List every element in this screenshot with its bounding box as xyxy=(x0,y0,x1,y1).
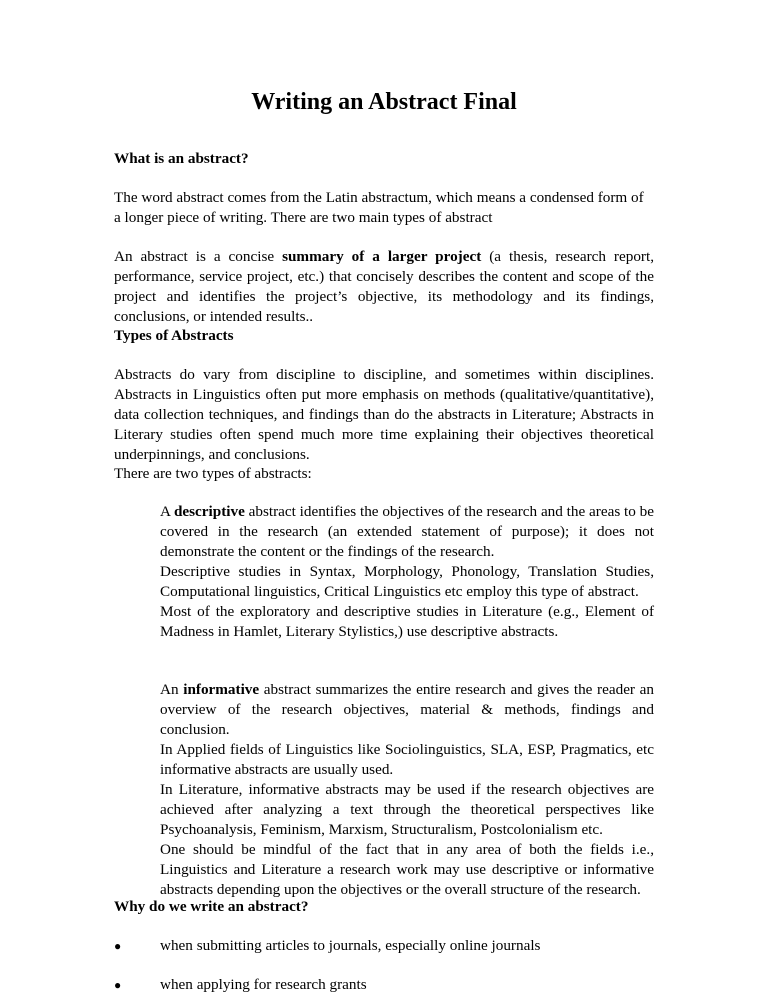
informative-literature-note: In Literature, informative abstracts may be used if the research objectives are achieved after analyzing a text through the theoretical perspectives like Psychoanalysis, Feminism, Marxism, Structuralism, Postcolonialism etc. xyxy=(160,781,654,838)
definition-text-start: An abstract is a concise xyxy=(114,248,283,265)
informative-mindful-note: One should be mindful of the fact that in any area of both the fields i.e., Linguistics and Literature a research work may use descriptive or informative abstracts depending upon the objectives or the overall structure of the research. xyxy=(160,841,654,898)
paragraph-origin: The word abstract comes from the Latin abstractum, which means a condensed form of a longer piece of writing. There are two main types of abstract xyxy=(114,189,644,226)
definition-text-end: (a thesis, research report, performance, service project, etc.) that concisely describes the content and scope of the project and identifies the project’s objective, its methodology and its findings, conclusions, or intended results.. xyxy=(114,248,654,325)
list-item-text: when applying for research grants xyxy=(160,976,367,993)
definition-bold-phrase: summary of a larger project xyxy=(282,248,482,265)
descriptive-bold-term: descriptive xyxy=(173,503,245,520)
descriptive-literature-note: Most of the exploratory and descriptive studies in Literature (e.g., Element of Madness in Hamlet, Literary Stylistics,) use descriptive abstracts. xyxy=(160,603,654,640)
list-item-text: when submitting articles to journals, especially online journals xyxy=(160,937,541,954)
paragraph-two-types: There are two types of abstracts: xyxy=(114,465,312,482)
heading-why-write-abstract: Why do we write an abstract? xyxy=(114,898,309,915)
informative-definition xyxy=(160,680,654,740)
informative-linguistics-note: In Applied fields of Linguistics like Sociolinguistics, SLA, ESP, Pragmatics, etc informative abstracts are usually used. xyxy=(160,741,654,778)
descriptive-linguistics-note: Descriptive studies in Syntax, Morphology, Phonology, Translation Studies, Computational linguistics, Critical Linguistics etc employ this type of abstract. xyxy=(160,563,654,600)
descriptive-definition xyxy=(160,502,654,562)
descriptive-abstract-block xyxy=(160,502,654,642)
paragraph-definition xyxy=(114,247,654,327)
descriptive-text-start: A xyxy=(160,503,174,520)
bullet-icon: ● xyxy=(114,978,122,992)
descriptive-text-end: abstract identifies the objectives of the research and the areas to be covered in the research (an extended statement of purpose); it does not demonstrate the content or the findings of the research. xyxy=(160,503,654,560)
informative-text-start: An xyxy=(160,681,184,698)
informative-text-end: abstract summarizes the entire research and gives the reader an overview of the research objectives, material & methods, findings and conclusion. xyxy=(160,681,654,738)
bullet-icon: ● xyxy=(114,939,122,953)
document-title: Writing an Abstract Final xyxy=(251,89,517,115)
informative-bold-term: informative xyxy=(183,681,260,698)
heading-types-of-abstracts: Types of Abstracts xyxy=(114,327,234,344)
informative-abstract-block xyxy=(160,680,654,900)
paragraph-disciplines: Abstracts do vary from discipline to discipline, and sometimes within disciplines. Abstracts in Linguistics often put more emphasis on methods (qualitative/quantitative), data collection techniques, and findings than do the abstracts in Literature; Abstracts in Literary studies often spend much more time explaining their objectives theoretical underpinnings, and conclusions. xyxy=(114,366,654,463)
heading-what-is-abstract: What is an abstract? xyxy=(114,150,249,167)
